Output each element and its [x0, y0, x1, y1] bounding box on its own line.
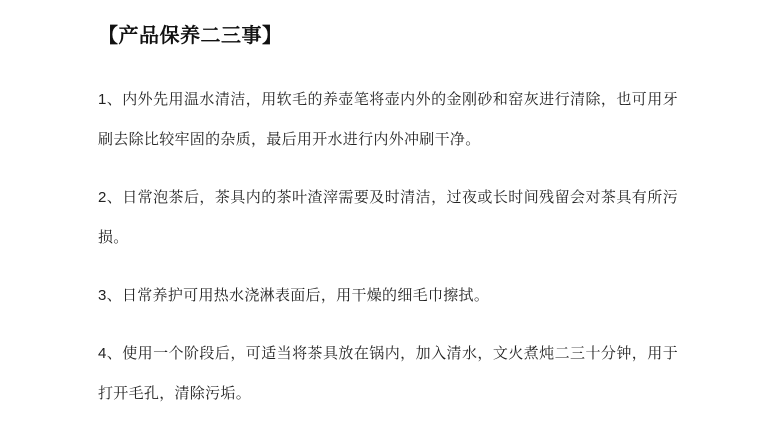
page-title: 【产品保养二三事】	[98, 25, 283, 47]
paragraph-1: 1、内外先用温水清洁，用软毛的养壶笔将壶内外的金刚砂和窑灰进行清除，也可用牙刷去除比较牢固的杂质，最后用开水进行内外冲刷干净。	[98, 91, 678, 148]
paragraph-3: 3、日常养护可用热水浇淋表面后，用干燥的细毛巾擦拭。	[98, 287, 490, 304]
paragraph-4: 4、使用一个阶段后，可适当将茶具放在锅内，加入清水，文火煮炖二三十分钟，用于打开毛孔，清除污垢。	[98, 345, 678, 402]
paragraph-2: 2、日常泡茶后，茶具内的茶叶渣滓需要及时清洁，过夜或长时间残留会对茶具有所污损。	[98, 189, 678, 246]
